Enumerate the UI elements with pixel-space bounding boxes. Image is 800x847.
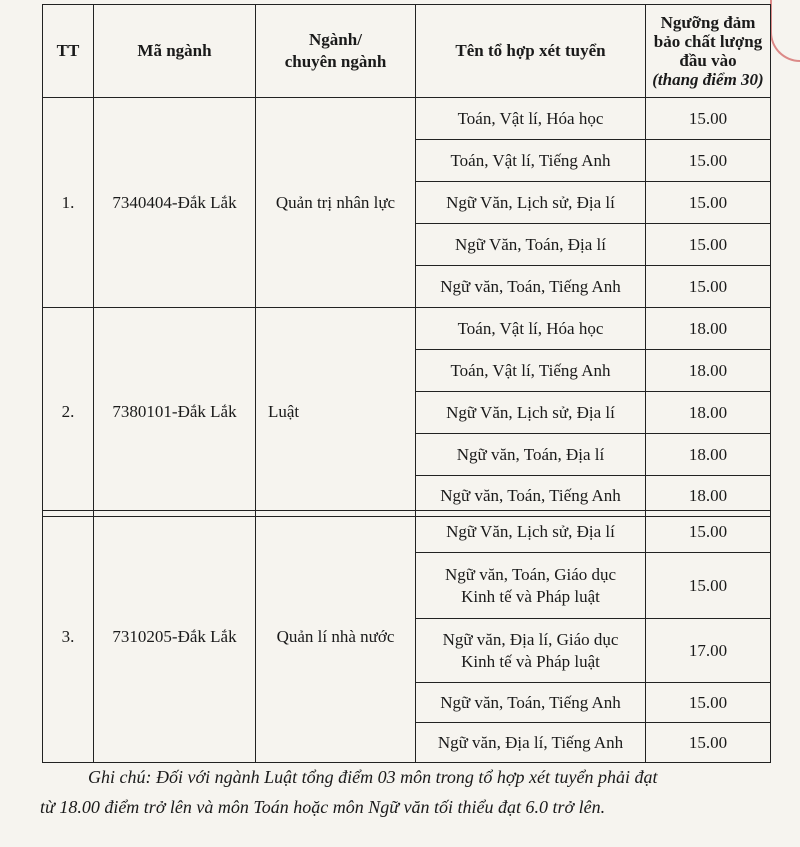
combo-name: Toán, Vật lí, Tiếng Anh: [416, 140, 646, 182]
row-major: Luật: [256, 308, 416, 517]
combo-name: Ngữ Văn, Toán, Địa lí: [416, 224, 646, 266]
combo-name: Ngữ Văn, Lịch sử, Địa lí: [416, 182, 646, 224]
combo-score: 15.00: [646, 140, 771, 182]
header-major: [256, 5, 416, 98]
combo-name: Ngữ văn, Toán, Tiếng Anh: [416, 476, 646, 517]
header-score-line4: (thang điểm 30): [652, 70, 764, 89]
header-tt: TT: [43, 5, 94, 98]
admission-threshold-table: [42, 4, 771, 517]
combo-name: Toán, Vật lí, Hóa học: [416, 308, 646, 350]
combo-name: Toán, Vật lí, Hóa học: [416, 98, 646, 140]
row-tt: 2.: [43, 308, 94, 517]
row-code: 7310205-Đắk Lắk: [94, 511, 256, 763]
combo-name-line2: Kinh tế và Pháp luật: [461, 586, 600, 606]
admission-threshold-table-continued: [42, 510, 771, 763]
header-major-line2: chuyên ngành: [284, 52, 387, 71]
combo-name: Ngữ văn, Toán, Tiếng Anh: [416, 266, 646, 308]
header-score: [646, 5, 771, 98]
combo-name: Ngữ văn, Toán, Tiếng Anh: [416, 683, 646, 723]
header-score-line2: bảo chất lượng: [653, 32, 763, 51]
combo-score: 18.00: [646, 434, 771, 476]
footnote: [40, 762, 780, 822]
combo-score: 15.00: [646, 266, 771, 308]
table-row: [43, 98, 771, 140]
combo-name: Ngữ văn, Toán, Địa lí: [416, 434, 646, 476]
combo-name: Ngữ Văn, Lịch sử, Địa lí: [416, 511, 646, 553]
combo-score: 18.00: [646, 392, 771, 434]
combo-name-line1: Ngữ văn, Địa lí, Giáo dục: [442, 629, 619, 649]
header-combo: Tên tổ hợp xét tuyển: [416, 5, 646, 98]
combo-score: 18.00: [646, 350, 771, 392]
header-score-line1: Ngưỡng đảm: [660, 13, 756, 32]
combo-score: 18.00: [646, 308, 771, 350]
combo-score: 15.00: [646, 683, 771, 723]
combo-score: 15.00: [646, 224, 771, 266]
footnote-line1: Ghi chú: Đối với ngành Luật tổng điểm 03 môn trong tổ hợp xét tuyển phải đạt: [88, 767, 658, 787]
combo-name: [416, 553, 646, 619]
combo-score: 15.00: [646, 98, 771, 140]
combo-name: Ngữ văn, Địa lí, Tiếng Anh: [416, 723, 646, 763]
combo-score: 15.00: [646, 182, 771, 224]
combo-name: Toán, Vật lí, Tiếng Anh: [416, 350, 646, 392]
table-row: [43, 308, 771, 350]
combo-name: [416, 619, 646, 683]
footnote-line2: từ 18.00 điểm trở lên và môn Toán hoặc môn Ngữ văn tối thiểu đạt 6.0 trở lên.: [40, 797, 606, 817]
red-stamp-edge: [770, 0, 800, 62]
row-code: 7340404-Đắk Lắk: [94, 98, 256, 308]
row-major: Quản trị nhân lực: [256, 98, 416, 308]
combo-score: 15.00: [646, 723, 771, 763]
row-code: 7380101-Đắk Lắk: [94, 308, 256, 517]
table-row: [43, 511, 771, 553]
header-code: Mã ngành: [94, 5, 256, 98]
row-tt: 1.: [43, 98, 94, 308]
combo-score: 15.00: [646, 511, 771, 553]
header-major-line1: Ngành/: [309, 30, 362, 49]
combo-score: 15.00: [646, 553, 771, 619]
row-major: Quản lí nhà nước: [256, 511, 416, 763]
header-score-line3: đầu vào: [679, 51, 737, 70]
row-tt: 3.: [43, 511, 94, 763]
header-row: [43, 5, 771, 98]
combo-name: Ngữ Văn, Lịch sử, Địa lí: [416, 392, 646, 434]
combo-name-line2: Kinh tế và Pháp luật: [461, 651, 600, 671]
combo-name-line1: Ngữ văn, Toán, Giáo dục: [444, 564, 617, 584]
combo-score: 18.00: [646, 476, 771, 517]
combo-score: 17.00: [646, 619, 771, 683]
